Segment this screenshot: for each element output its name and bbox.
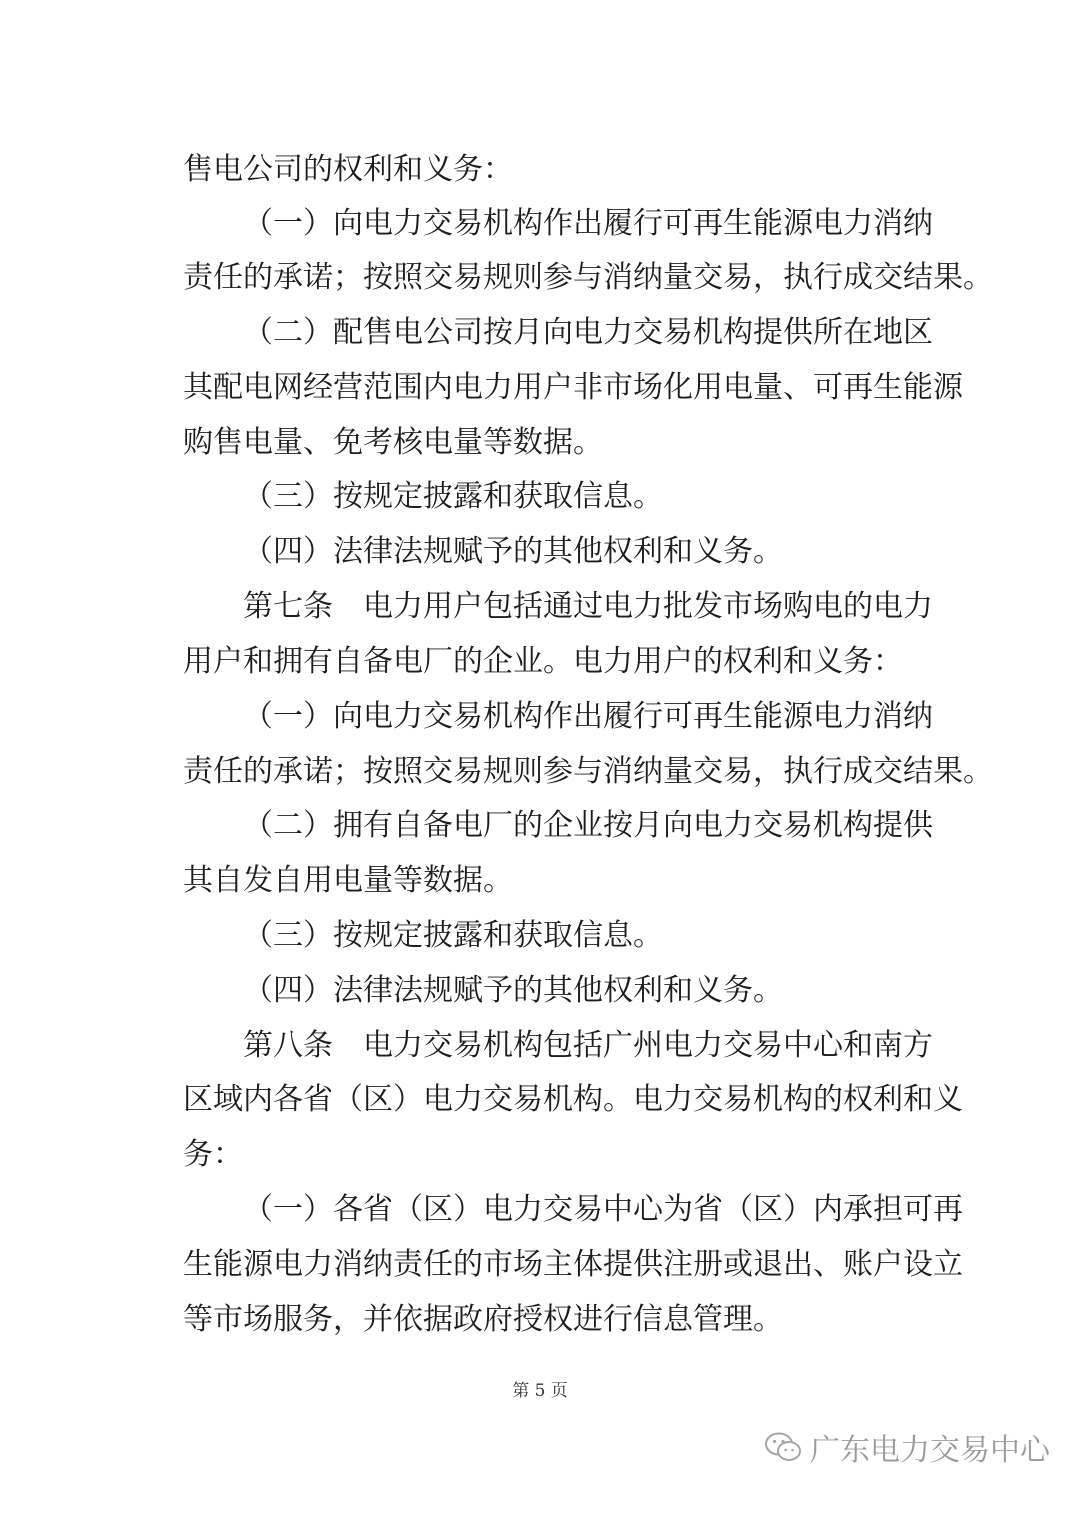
text-line: 责任的承诺；按照交易规则参与消纳量交易，执行成交结果。	[183, 754, 993, 789]
text-line: 第八条 电力交易机构包括广州电力交易中心和南方	[243, 1028, 933, 1063]
text-line: （一）向电力交易机构作出履行可再生能源电力消纳	[243, 699, 933, 734]
text-line: （三）按规定披露和获取信息。	[243, 918, 663, 953]
text-line: （一）向电力交易机构作出履行可再生能源电力消纳	[243, 206, 933, 241]
text-line: 用户和拥有自备电厂的企业。电力用户的权利和义务：	[183, 644, 903, 679]
text-line: （一）各省（区）电力交易中心为省（区）内承担可再	[243, 1192, 963, 1227]
page-number: 第 5 页	[512, 1381, 568, 1401]
text-line: （四）法律法规赋予的其他权利和义务。	[243, 534, 783, 569]
text-line: 生能源电力消纳责任的市场主体提供注册或退出、账户设立	[183, 1247, 963, 1282]
text-line: 售电公司的权利和义务：	[183, 152, 513, 187]
text-line: 责任的承诺；按照交易规则参与消纳量交易，执行成交结果。	[183, 260, 993, 295]
text-line: 其配电网经营范围内电力用户非市场化用电量、可再生能源	[183, 370, 963, 405]
text-line: 等市场服务，并依据政府授权进行信息管理。	[183, 1302, 783, 1337]
text-line: 区域内各省（区）电力交易机构。电力交易机构的权利和义	[183, 1082, 963, 1117]
wechat-icon	[764, 1431, 802, 1463]
text-line: （二）拥有自备电厂的企业按月向电力交易机构提供	[243, 808, 933, 843]
text-line: （四）法律法规赋予的其他权利和义务。	[243, 973, 783, 1008]
text-line: 第七条 电力用户包括通过电力批发市场购电的电力	[243, 589, 933, 624]
wechat-watermark	[764, 1425, 1050, 1469]
text-line: 务：	[183, 1137, 243, 1172]
watermark-text: 广东电力交易中心	[810, 1433, 1050, 1468]
text-line: （三）按规定披露和获取信息。	[243, 479, 663, 514]
text-line: （二）配售电公司按月向电力交易机构提供所在地区	[243, 315, 933, 350]
text-line: 其自发自用电量等数据。	[183, 863, 513, 898]
text-line: 购售电量、免考核电量等数据。	[183, 425, 603, 460]
